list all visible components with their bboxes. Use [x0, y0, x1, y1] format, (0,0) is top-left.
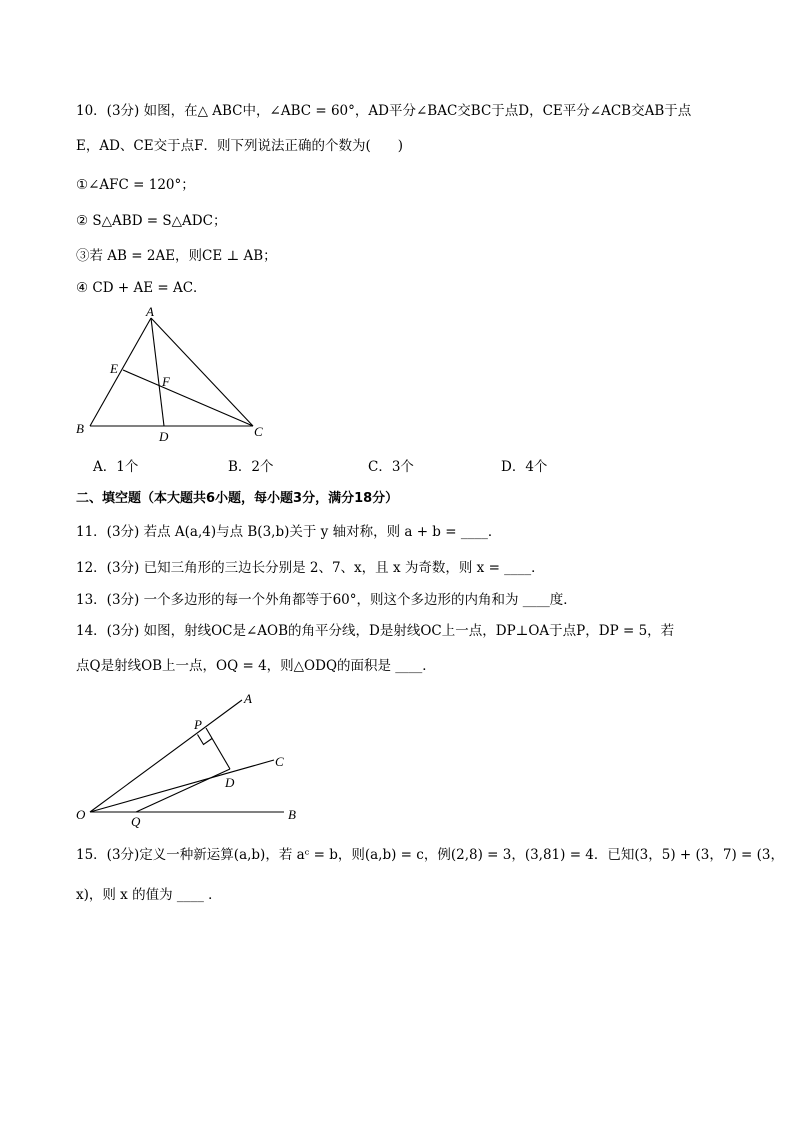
side-ab	[90, 318, 151, 426]
q12-text: 12．(3分) 已知三角形的三边长分别是 2、7、x，且 x 为奇数，则 x = ____．	[76, 560, 545, 576]
label-c: C	[275, 754, 284, 769]
q15-stem-line1: 15．(3分)定义一种新运算(a,b)，若 aᶜ = b，则(a,b) = c，例(2,8) = 3，(3,81) = 4．已知(3，5) + (3，7) = (3，	[76, 847, 784, 863]
q13-text: 13．(3分) 一个多边形的每一个外角都等于60°，则这个多边形的内角和为 ____度．	[76, 592, 577, 608]
label-d: D	[159, 429, 169, 444]
q10-statement-4: ④ CD + AE = AC．	[76, 280, 207, 296]
q10-choice-b[interactable]: B．2个	[228, 459, 274, 475]
bisector-ad	[151, 318, 164, 426]
label-o: O	[76, 807, 86, 822]
label-d: D	[225, 775, 235, 790]
q11-text: 11．(3分) 若点 A(a,4)与点 B(3,b)关于 y 轴对称，则 a + b = ____．	[76, 524, 502, 540]
label-f: F	[162, 374, 170, 389]
q10-choice-d[interactable]: D．4个	[501, 459, 548, 475]
q10-statement-3: ③若 AB = 2AE，则CE ⊥ AB；	[76, 248, 277, 264]
section-fill-in-blank-title: 二、填空题（本大题共6小题，每小题3分，满分18分）	[76, 491, 399, 506]
label-b: B	[76, 421, 84, 436]
ray-oc	[90, 760, 274, 812]
q15-stem-line2: x)，则 x 的值为 ____ ．	[76, 887, 222, 903]
label-a: A	[146, 304, 154, 319]
q10-choice-a[interactable]: A．1个	[93, 459, 139, 475]
side-ac	[151, 318, 253, 426]
segment-dq	[136, 769, 230, 812]
right-angle-mark	[198, 735, 213, 745]
q10-choice-c[interactable]: C．3个	[368, 459, 414, 475]
q10-stem-line2: E，AD、CE交于点F．则下列说法正确的个数为( )	[76, 138, 404, 154]
label-q: Q	[131, 814, 141, 829]
label-c: C	[254, 424, 263, 439]
ray-oa	[90, 700, 242, 812]
label-a: A	[244, 691, 252, 706]
label-p: P	[194, 717, 202, 732]
label-b: B	[288, 807, 296, 822]
bisector-ce	[123, 370, 253, 426]
q14-stem-line1: 14．(3分) 如图，射线OC是∠AOB的角平分线，D是射线OC上一点，DP⊥OA于点P，DP = 5，若	[76, 623, 675, 639]
q10-statement-2: ② S△ABD = S△ADC；	[76, 213, 227, 229]
q10-stem-line1: 10．(3分) 如图，在△ ABC中，∠ABC = 60°，AD平分∠BAC交BC于点D，CE平分∠ACB交AB于点	[76, 103, 692, 119]
q10-triangle-figure	[70, 300, 280, 450]
q14-stem-line2: 点Q是射线OB上一点，OQ = 4，则△ODQ的面积是 ____．	[76, 658, 436, 674]
q14-angle-figure	[70, 685, 310, 830]
label-e: E	[110, 361, 118, 376]
segment-dp	[206, 728, 230, 769]
q10-statement-1: ①∠AFC = 120°；	[76, 177, 195, 193]
